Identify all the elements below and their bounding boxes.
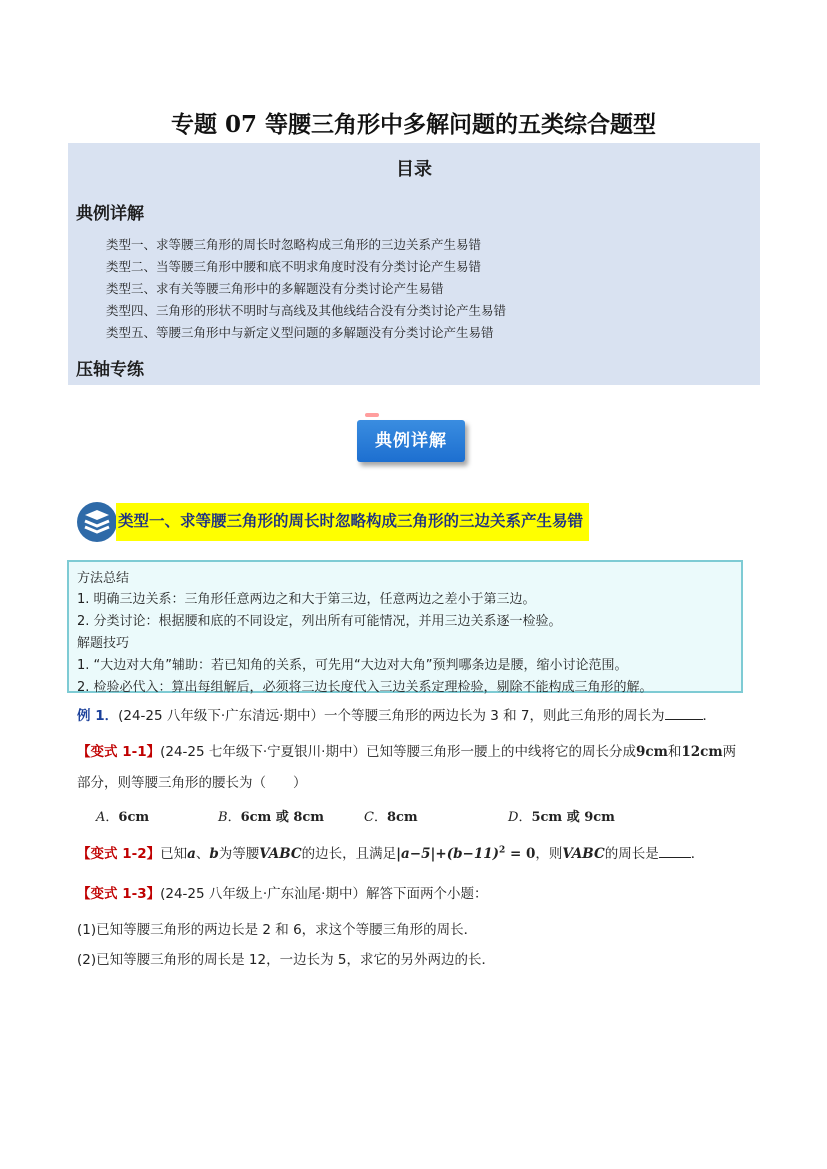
toc-item[interactable]: 类型一、求等腰三角形的周长时忽略构成三角形的三边关系产生易错 — [106, 237, 482, 252]
variant-text: 的边长，且满足 — [301, 846, 397, 862]
option-value: 6cm 或 8cm — [240, 810, 325, 825]
example-label: 例 1． — [77, 708, 119, 724]
option-value: 5cm 或 9cm — [531, 810, 615, 825]
toc-heading: 目录 — [396, 159, 432, 180]
variant-text: ，则 — [535, 846, 563, 862]
variant-text: 已知 — [160, 846, 188, 862]
variant-text: 、 — [195, 846, 210, 862]
toc-item[interactable]: 类型五、等腰三角形中与新定义型问题的多解题没有分类讨论产生易错 — [106, 325, 494, 340]
option-c[interactable]: C．8cm — [364, 810, 418, 825]
example-end: ． — [702, 708, 717, 724]
question-1: (1)已知等腰三角形的两边长是 2 和 6，求这个等腰三角形的周长． — [77, 922, 478, 938]
variant-1-2 — [77, 842, 704, 862]
variant-label: 【变式 1-1】 — [77, 744, 161, 760]
option-letter: C — [364, 810, 374, 825]
method-line: 1. 明确三边关系：三角形任意两边之和大于第三边，任意两边之差小于第三边。 — [77, 592, 536, 607]
variant-text: 为等腰 — [218, 846, 260, 862]
option-b[interactable]: B．6cm 或 8cm — [218, 810, 325, 825]
variant-1-1-line2: 部分，则等腰三角形的腰长为（ ） — [77, 775, 307, 791]
option-d[interactable]: D．5cm 或 9cm — [508, 810, 615, 825]
toc-item[interactable]: 类型四、三角形的形状不明时与高线及其他线结合没有分类讨论产生易错 — [106, 303, 507, 318]
tips-line: 2. 检验必代入：算出每组解后，必须将三边长度代入三边关系定理检验，剔除不能构成三角形的解。 — [77, 680, 653, 695]
table-of-contents — [68, 143, 760, 385]
tips-heading: 解题技巧 — [77, 636, 130, 651]
math-expression: |a−5|+(b−11) — [396, 846, 500, 862]
variant-text: 的周长是 — [604, 846, 659, 862]
page-title: 专题 07 等腰三角形中多解问题的五类综合题型 — [170, 111, 657, 138]
option-value: 8cm — [386, 810, 418, 825]
math-var: b — [209, 846, 219, 862]
math-triangle: VABC — [259, 846, 302, 862]
section-badge-label: 典例详解 — [357, 420, 465, 462]
variant-text: 和 — [667, 744, 682, 760]
answer-blank — [659, 845, 691, 858]
option-letter: D — [508, 810, 519, 825]
example-1 — [77, 704, 716, 724]
variant-label: 【变式 1-2】 — [77, 846, 161, 862]
variant-label: 【变式 1-3】 — [77, 886, 161, 902]
option-a[interactable]: A．6cm — [96, 810, 150, 825]
math-equals: = 0 — [505, 846, 536, 862]
answer-blank — [665, 707, 703, 720]
method-summary-box — [67, 560, 743, 693]
option-letter: A — [96, 810, 106, 825]
example-text: (24-25 八年级下·广东清远·期中）一个等腰三角形的两边长为 3 和 7，则此三角形的周长为 — [118, 708, 665, 724]
variant-1-3 — [77, 882, 487, 902]
toc-section-practice[interactable]: 压轴专练 — [76, 360, 144, 380]
variant-text: (24-25 七年级下·宁夏银川·期中）已知等腰三角形一腰上的中线将它的周长分成 — [160, 744, 636, 760]
tips-line: 1. “大边对大角”辅助：若已知角的关系，可先用“大边对大角”预判哪条边是腰，缩小讨论范围。 — [77, 658, 628, 673]
option-letter: B — [218, 810, 228, 825]
variant-1-1 — [77, 740, 736, 760]
method-heading: 方法总结 — [77, 571, 130, 586]
variant-text: 两 — [722, 744, 737, 760]
variant-end: ． — [690, 846, 705, 862]
math-exponent: 2 — [499, 845, 506, 856]
toc-item[interactable]: 类型三、求有关等腰三角形中的多解题没有分类讨论产生易错 — [106, 281, 444, 296]
section-badge — [357, 420, 465, 462]
toc-item[interactable]: 类型二、当等腰三角形中腰和底不明求角度时没有分类讨论产生易错 — [106, 259, 482, 274]
math-triangle: VABC — [562, 846, 605, 862]
value: 12cm — [681, 744, 723, 760]
question-2: (2)已知等腰三角形的周长是 12，一边长为 5，求它的另外两边的长． — [77, 952, 495, 968]
method-line: 2. 分类讨论：根据腰和底的不同设定，列出所有可能情况，并用三边关系逐一检验。 — [77, 614, 562, 629]
option-value: 6cm — [118, 810, 150, 825]
math-var: a — [187, 846, 196, 862]
toc-section-examples[interactable]: 典例详解 — [76, 204, 144, 224]
variant-text: (24-25 八年级上·广东汕尾·期中）解答下面两个小题： — [160, 886, 488, 902]
badge-decoration — [365, 413, 379, 417]
type-one-heading: 类型一、求等腰三角形的周长时忽略构成三角形的三边关系产生易错 — [116, 503, 589, 541]
books-stack-icon — [76, 500, 118, 544]
value: 9cm — [635, 744, 668, 760]
